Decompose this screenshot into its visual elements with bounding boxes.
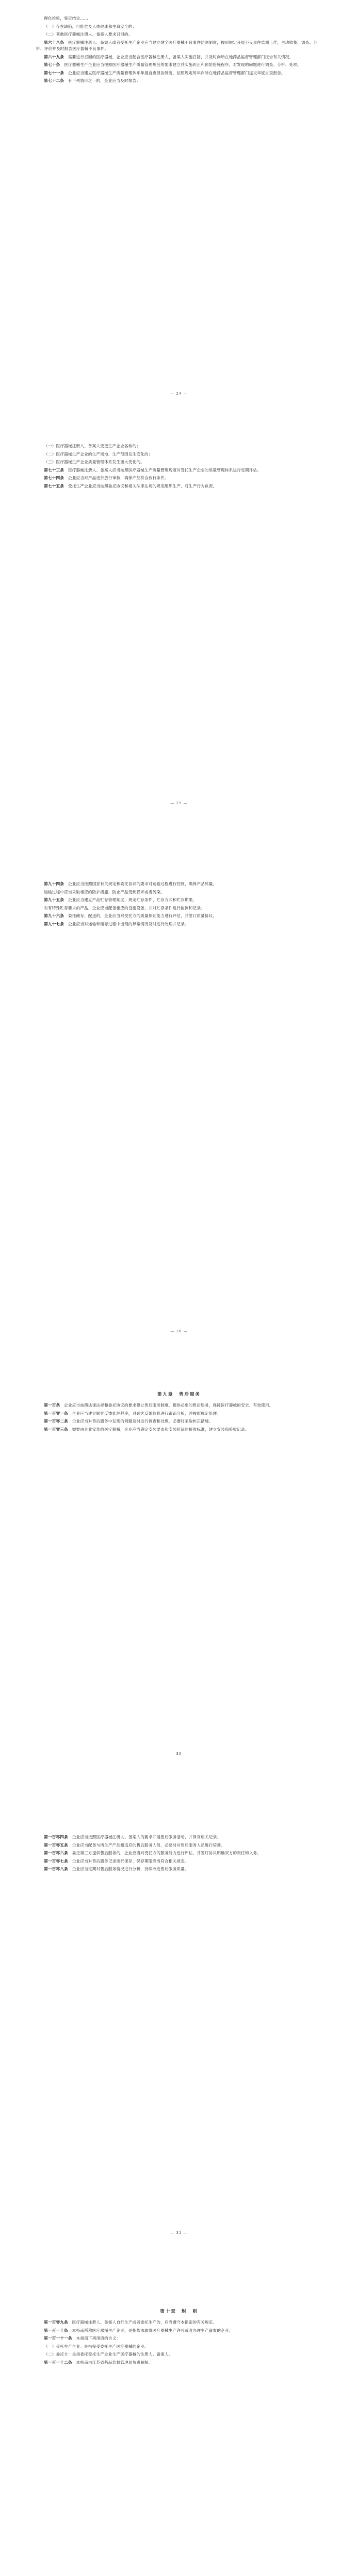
paragraph: 第一百零九条 医疗器械注册人、备案人自行生产或者委托生产的，应当遵守本指南的有关规定。 <box>44 2320 217 2325</box>
page-3 <box>0 881 358 929</box>
paragraph: 第七十条 医疗器械生产企业应当按照医疗器械生产质量管理规范的要求建立并实施纠正和预防措施程序，对发现的问题进行调查、分析、处理。 <box>44 62 301 67</box>
chapter-heading: 第十章 附 则 <box>160 2309 198 2314</box>
paragraph: 第七十三条 医疗器械注册人、备案人应当按照医疗器械生产质量管理规范对受托生产企业的质量管理体系进行定期评估。 <box>44 467 262 472</box>
page-4 <box>0 1386 358 1434</box>
chapter-heading: 第九章 售后服务 <box>157 1392 201 1397</box>
paragraph: 第七十四条 企业应当对产品进行放行审核，确保产品符合放行条件。 <box>44 476 169 480</box>
paragraph: （一）存在缺陷，可能危及人体健康和生命安全的； <box>44 24 137 29</box>
page-4-body <box>36 1402 322 1433</box>
paragraph: 第九十五条 企业应当建立产品贮存管理制度，规定贮存条件、贮存方式和贮存期限。 <box>44 897 197 902</box>
paragraph: 第六十九条 需要进行召回的医疗器械，企业应当配合医疗器械注册人、备案人实施召回，并及时向所在地药品监督管理部门报告有关情况。 <box>44 54 294 59</box>
paragraph: 第一百零一条 企业应当建立顾客反馈处理程序，对顾客反馈信息进行跟踪分析，并按照规定处理。 <box>44 1411 221 1416</box>
page-2-body <box>36 443 322 489</box>
paragraph: 第七十五条 受托生产企业应当按照委托协议和相关法律法规的规定组织生产，对生产行为负责。 <box>44 483 217 488</box>
paragraph: 第九十四条 企业应当按照国家有关规定和委托协议的要求对运输过程进行控制，确保产品质量。 <box>44 882 217 886</box>
page-number: — 30 — <box>170 1752 188 1756</box>
page-number: — 31 — <box>170 2231 188 2235</box>
paragraph: 第一百零八条 企业应当定期对售后服务情况进行分析，持续改进售后服务质量。 <box>44 1867 189 1871</box>
page-number: — 24 — <box>170 392 188 396</box>
page-2 <box>0 443 358 491</box>
paragraph: 第一百零三条 需要由企业安装的医疗器械，企业应当确定安装要求和安装验证的接收标准，建立安装和验收记录。 <box>44 1427 249 1432</box>
paragraph: 第一百一十二条 本指南由江苏省药品监督管理局负责解释。 <box>44 2360 153 2365</box>
paragraph: 第一百零七条 企业应当对售后服务记录进行保存，保存期限应当符合相关规定。 <box>44 1858 189 1863</box>
page-6 <box>0 2303 358 2367</box>
paragraph: （三）医疗器械生产企业质量管理体系发生重大变化的。 <box>44 460 145 464</box>
paragraph: 运输过程中应当采取相应的防护措施，防止产品受到损坏或者污染。 <box>44 889 165 894</box>
page-5 <box>0 1834 358 1874</box>
paragraph: （二）其他医疗器械注册人、备案人要求召回的。 <box>44 32 133 37</box>
paragraph: 第一百一十一条 本指南下列用语的含义： <box>44 2336 121 2341</box>
paragraph: 第九十七条 企业应当对运输和储存过程中出现的异常情况及时进行处理并记录。 <box>44 921 189 926</box>
page-6-body <box>36 2319 322 2366</box>
page-number: — 25 — <box>170 801 188 805</box>
paragraph: 第一百零二条 企业应当对售后服务中发现的问题及时进行调查和处理，必要时采取纠正措施。 <box>44 1419 213 1423</box>
paragraph: 第一百零四条 企业应当按照医疗器械注册人、备案人的要求开展售后服务活动，并保存相关记录。 <box>44 1835 221 1839</box>
paragraph: 第一百一十条 本指南所称医疗器械生产企业，是指依法取得医疗器械生产许可或者办理生产备案的企业。 <box>44 2328 233 2333</box>
paragraph: （二）委托方：是指委托受托生产企业生产医疗器械的注册人、备案人。 <box>44 2352 173 2357</box>
paragraph: 第一百条 企业应当按照法律法规和委托协议的要求建立售后服务制度，提供必要的售后服务，保障医疗器械的安全、有效使用。 <box>44 1403 273 1408</box>
page-5-body <box>36 1834 322 1873</box>
paragraph: 第一百零六条 委托第三方提供售后服务的，企业应当对受托方的服务能力进行评估，并签订协议明确双方的责任和义务。 <box>44 1851 262 1855</box>
paragraph: （一）受托生产企业：是指接受委托生产医疗器械的企业。 <box>44 2344 149 2349</box>
page-3-body <box>36 881 322 927</box>
paragraph: 第七十一条 企业应当建立医疗器械生产质量管理体系年度自查报告制度，按照规定每年向所在地药品监督管理部门提交年度自查报告。 <box>44 70 285 75</box>
paragraph: 第九十六条 委托储存、配送的，企业应当对受托方的质量保证能力进行评估，并签订质量协议。 <box>44 913 217 918</box>
paragraph: （一）医疗器械注册人、备案人变更生产企业名称的； <box>44 444 141 448</box>
page-number: — 26 — <box>170 1329 188 1333</box>
paragraph: 第一百零五条 企业应当配备与所生产产品相适应的售后服务人员，必要时对售后服务人员进行培训。 <box>44 1842 225 1848</box>
paragraph: 对有特殊贮存要求的产品，企业应当配备相应的设施设备，并对贮存条件进行监测和记录。 <box>44 905 205 910</box>
page-1-body <box>36 15 322 84</box>
paragraph: （二）医疗器械生产企业的生产场地、生产范围发生变化的； <box>44 451 153 456</box>
paragraph: 理化检验，鉴定结论…… <box>44 16 88 21</box>
paragraph: 第六十八条 医疗器械注册人、备案人或者受托生产企业应当建立健全医疗器械不良事件监测制度，按照规定开展不良事件监测工作，主动收集、调查、分析、评价并及时报告医疗器械不良事件。 <box>36 40 318 51</box>
paragraph: 第七十二条 有下列情形之一的，企业应当及时报告： <box>44 78 141 83</box>
page-1 <box>0 15 358 86</box>
